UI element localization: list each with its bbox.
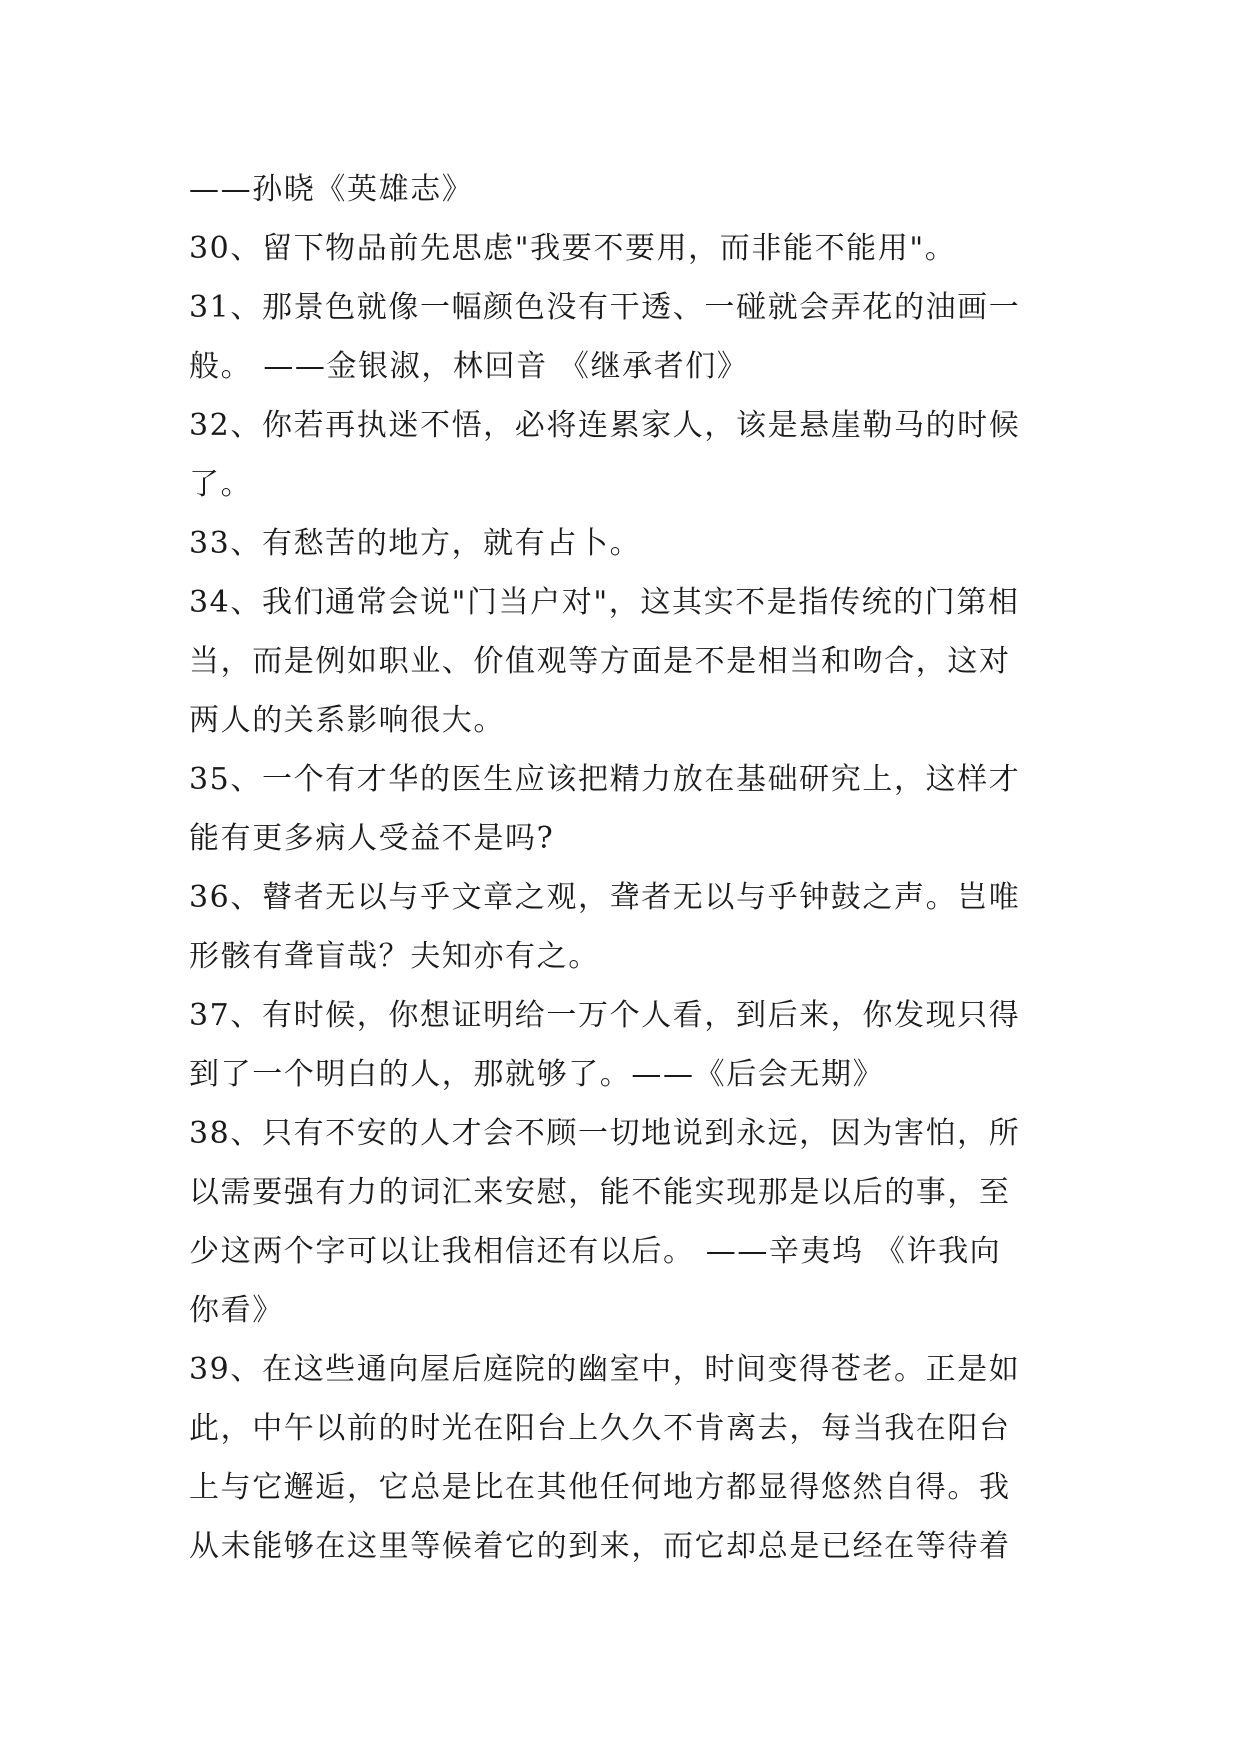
text-line: 36、瞽者无以与乎文章之观，聋者无以与乎钟鼓之声。岂唯: [189, 880, 1021, 915]
text-line: ——孙晓《英雄志》: [189, 172, 474, 207]
text-line: 31、那景色就像一幅颜色没有干透、一碰就会弄花的油画一: [189, 290, 1021, 325]
text-line: 34、我们通常会说"门当户对"，这其实不是指传统的门第相: [189, 585, 1020, 620]
text-line: 此，中午以前的时光在阳台上久久不肯离去，每当我在阳台: [189, 1411, 1011, 1446]
text-line: 30、留下物品前先思虑"我要不要用，而非能不能用"。: [189, 231, 957, 266]
text-line: 35、一个有才华的医生应该把精力放在基础研究上，这样才: [189, 762, 1021, 797]
text-line: 38、只有不安的人才会不顾一切地说到永远，因为害怕，所: [189, 1116, 1021, 1151]
text-line: 了。: [189, 467, 253, 502]
text-line: 33、有愁苦的地方，就有占卜。: [189, 526, 642, 561]
text-line: 少这两个字可以让我相信还有以后。 ——辛夷坞 《许我向: [189, 1234, 1002, 1269]
text-line: 以需要强有力的词汇来安慰，能不能实现那是以后的事，至: [189, 1175, 1011, 1210]
text-line: 上与它邂逅，它总是比在其他任何地方都显得悠然自得。我: [189, 1470, 1011, 1505]
document-body: [189, 160, 1059, 1576]
text-line: 37、有时候，你想证明给一万个人看，到后来，你发现只得: [189, 998, 1021, 1033]
text-line: 你看》: [189, 1293, 284, 1328]
text-line: 32、你若再执迷不悟，必将连累家人，该是悬崖勒马的时候: [189, 408, 1021, 443]
text-line: 39、在这些通向屋后庭院的幽室中，时间变得苍老。正是如: [189, 1352, 1021, 1387]
text-line: 到了一个明白的人，那就够了。——《后会无期》: [189, 1057, 885, 1092]
text-line: 当，而是例如职业、价值观等方面是不是相当和吻合，这对: [189, 644, 1011, 679]
text-line: 两人的关系影响很大。: [189, 703, 505, 738]
text-line: 形骸有聋盲哉？夫知亦有之。: [189, 939, 600, 974]
text-line: 般。 ——金银淑，林回音 《继承者们》: [189, 349, 749, 384]
text-line: 从未能够在这里等候着它的到来，而它却总是已经在等待着: [189, 1529, 1011, 1564]
text-line: 能有更多病人受益不是吗?: [189, 821, 555, 856]
